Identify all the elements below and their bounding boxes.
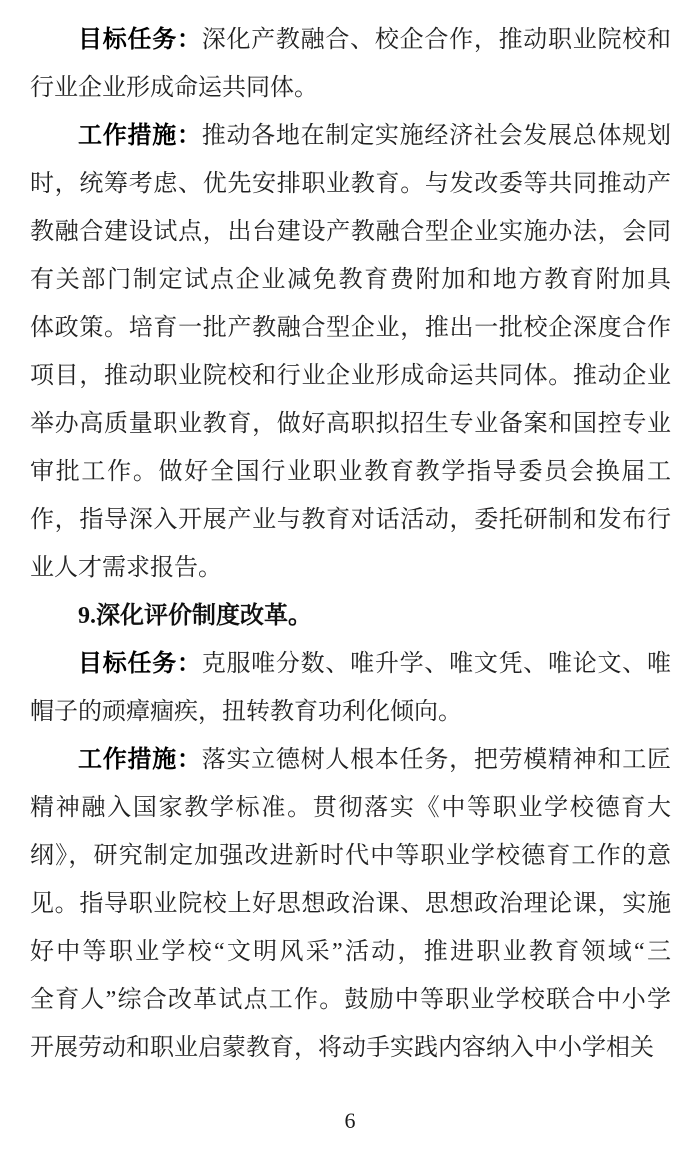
text-line: 业人才需求报告。 (30, 555, 222, 581)
section-heading (30, 592, 671, 640)
text-line: 好中等职业学校“文明风采”活动，推进职业教育领域“三 (30, 939, 671, 965)
text-line: 精神融入国家教学标准。贯彻落实《中等职业学校德育大 (30, 795, 671, 821)
heading-line: 9.深化评价制度改革。 (78, 603, 312, 629)
text-line: 教融合建设试点，出台建设产教融合型企业实施办法，会同 (30, 219, 671, 245)
text-line: 纲》，研究制定加强改进新时代中等职业学校德育工作的意 (30, 843, 671, 869)
text-line: 作，指导深入开展产业与教育对话活动，委托研制和发布行 (30, 507, 671, 533)
text-line: 目标任务：深化产教融合、校企合作，推动职业院校和 (78, 26, 671, 53)
paragraph-label: 目标任务： (78, 650, 202, 677)
page-footer (0, 1106, 700, 1136)
text-line: 全育人”综合改革试点工作。鼓励中等职业学校联合中小学 (30, 987, 671, 1013)
text-line: 体政策。培育一批产教融合型企业，推出一批校企深度合作 (30, 315, 671, 341)
text-line: 帽子的顽瘴痼疾，扭转教育功利化倾向。 (30, 699, 462, 725)
text-line: 工作措施：落实立德树人根本任务，把劳模精神和工匠 (78, 746, 671, 773)
text-line: 开展劳动和职业启蒙教育，将动手实践内容纳入中小学相关 (30, 1035, 654, 1061)
paragraph-label: 目标任务： (78, 26, 202, 53)
text-line: 见。指导职业院校上好思想政治课、思想政治理论课，实施 (30, 891, 671, 917)
paragraph (30, 640, 671, 736)
paragraph (30, 736, 671, 1072)
document-body (30, 16, 671, 1072)
text-line: 行业企业形成命运共同体。 (30, 75, 318, 101)
text-line: 时，统筹考虑、优先安排职业教育。与发改委等共同推动产 (30, 171, 671, 197)
text-line: 工作措施：推动各地在制定实施经济社会发展总体规划 (78, 122, 671, 149)
paragraph-label: 工作措施： (78, 746, 202, 773)
text-line: 项目，推动职业院校和行业企业形成命运共同体。推动企业 (30, 363, 671, 389)
text-line: 目标任务：克服唯分数、唯升学、唯文凭、唯论文、唯 (78, 650, 671, 677)
text-line: 举办高质量职业教育，做好高职拟招生专业备案和国控专业 (30, 411, 671, 437)
paragraph (30, 112, 671, 592)
paragraph-label: 工作措施： (78, 122, 202, 149)
paragraph (30, 16, 671, 112)
page-number: 6 (344, 1108, 356, 1133)
text-line: 有关部门制定试点企业减免教育费附加和地方教育附加具 (30, 267, 671, 293)
text-line: 审批工作。做好全国行业职业教育教学指导委员会换届工 (30, 459, 671, 485)
